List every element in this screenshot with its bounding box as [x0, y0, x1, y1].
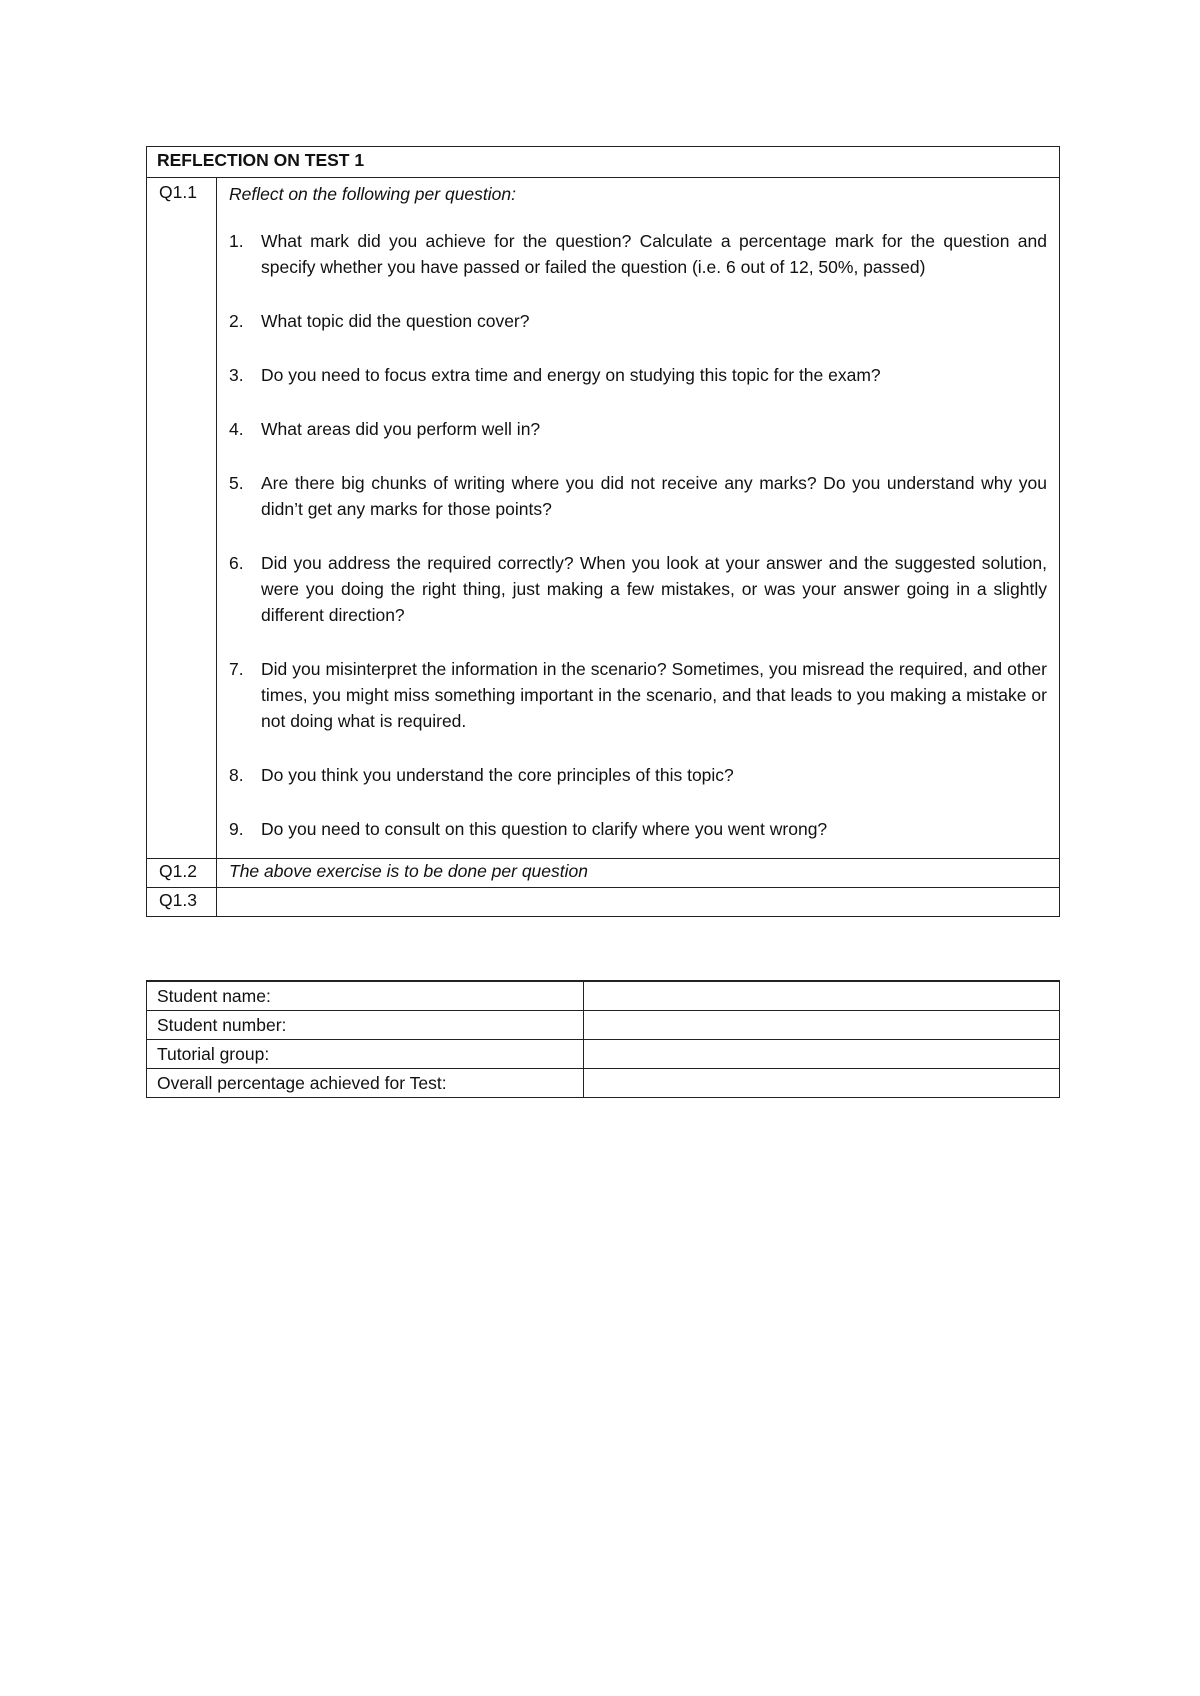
item-number: 7. [229, 659, 244, 679]
list-item [229, 470, 1047, 522]
reflection-list [229, 228, 1047, 842]
student-name-label: Student name: [147, 981, 584, 1011]
reflection-title: REFLECTION ON TEST 1 [147, 147, 1060, 178]
question-row-q1-3 [147, 888, 1060, 917]
list-item [229, 228, 1047, 280]
item-text: Did you address the required correctly? When you look at your answer and the suggested solution, were you doing the right thing, just making a few mistakes, or was your answer going in a slightly different direction? [261, 553, 1047, 625]
list-item [229, 656, 1047, 734]
table-row [147, 981, 1060, 1011]
list-item [229, 308, 1047, 334]
item-text: Did you misinterpret the information in the scenario? Sometimes, you misread the required, and other times, you might miss something important in the scenario, and that leads to you making a mistake or not doing what is required. [261, 659, 1047, 731]
item-text: Do you think you understand the core principles of this topic? [261, 765, 734, 785]
item-number: 4. [229, 419, 244, 439]
tutorial-group-field[interactable] [584, 1040, 1060, 1069]
question-id: Q1.3 [147, 888, 217, 917]
item-number: 5. [229, 473, 244, 493]
table-row [147, 1040, 1060, 1069]
student-number-label: Student number: [147, 1011, 584, 1040]
overall-percentage-field[interactable] [584, 1069, 1060, 1098]
item-text: What mark did you achieve for the question? Calculate a percentage mark for the question and specify whether you have passed or failed the question (i.e. 6 out of 12, 50%, passed) [261, 231, 1047, 277]
question-intro: Reflect on the following per question: [229, 184, 516, 204]
question-row-q1-1 [147, 178, 1060, 859]
question-row-q1-2 [147, 859, 1060, 888]
answer-cell[interactable] [217, 888, 1060, 917]
student-number-field[interactable] [584, 1011, 1060, 1040]
item-number: 1. [229, 231, 244, 251]
tutorial-group-label: Tutorial group: [147, 1040, 584, 1069]
question-id: Q1.2 [147, 859, 217, 888]
list-item [229, 762, 1047, 788]
table-row [147, 1069, 1060, 1098]
list-item [229, 550, 1047, 628]
question-id: Q1.1 [147, 178, 217, 859]
student-info-table [146, 980, 1060, 1098]
overall-percentage-label: Overall percentage achieved for Test: [147, 1069, 584, 1098]
item-number: 9. [229, 819, 244, 839]
table-row [147, 1011, 1060, 1040]
item-number: 6. [229, 553, 244, 573]
item-text: Do you need to focus extra time and energy on studying this topic for the exam? [261, 365, 881, 385]
item-text: Are there big chunks of writing where you did not receive any marks? Do you understand why you didn’t get any marks for those points? [261, 473, 1047, 519]
item-number: 3. [229, 365, 244, 385]
item-number: 8. [229, 765, 244, 785]
item-text: What topic did the question cover? [261, 311, 530, 331]
question-body [217, 178, 1060, 859]
item-number: 2. [229, 311, 244, 331]
item-text: Do you need to consult on this question to clarify where you went wrong? [261, 819, 828, 839]
list-item [229, 416, 1047, 442]
list-item [229, 362, 1047, 388]
reflection-table [146, 146, 1060, 917]
item-text: What areas did you perform well in? [261, 419, 541, 439]
list-item [229, 816, 1047, 842]
student-name-field[interactable] [584, 981, 1060, 1011]
question-text: The above exercise is to be done per question [217, 859, 1060, 888]
